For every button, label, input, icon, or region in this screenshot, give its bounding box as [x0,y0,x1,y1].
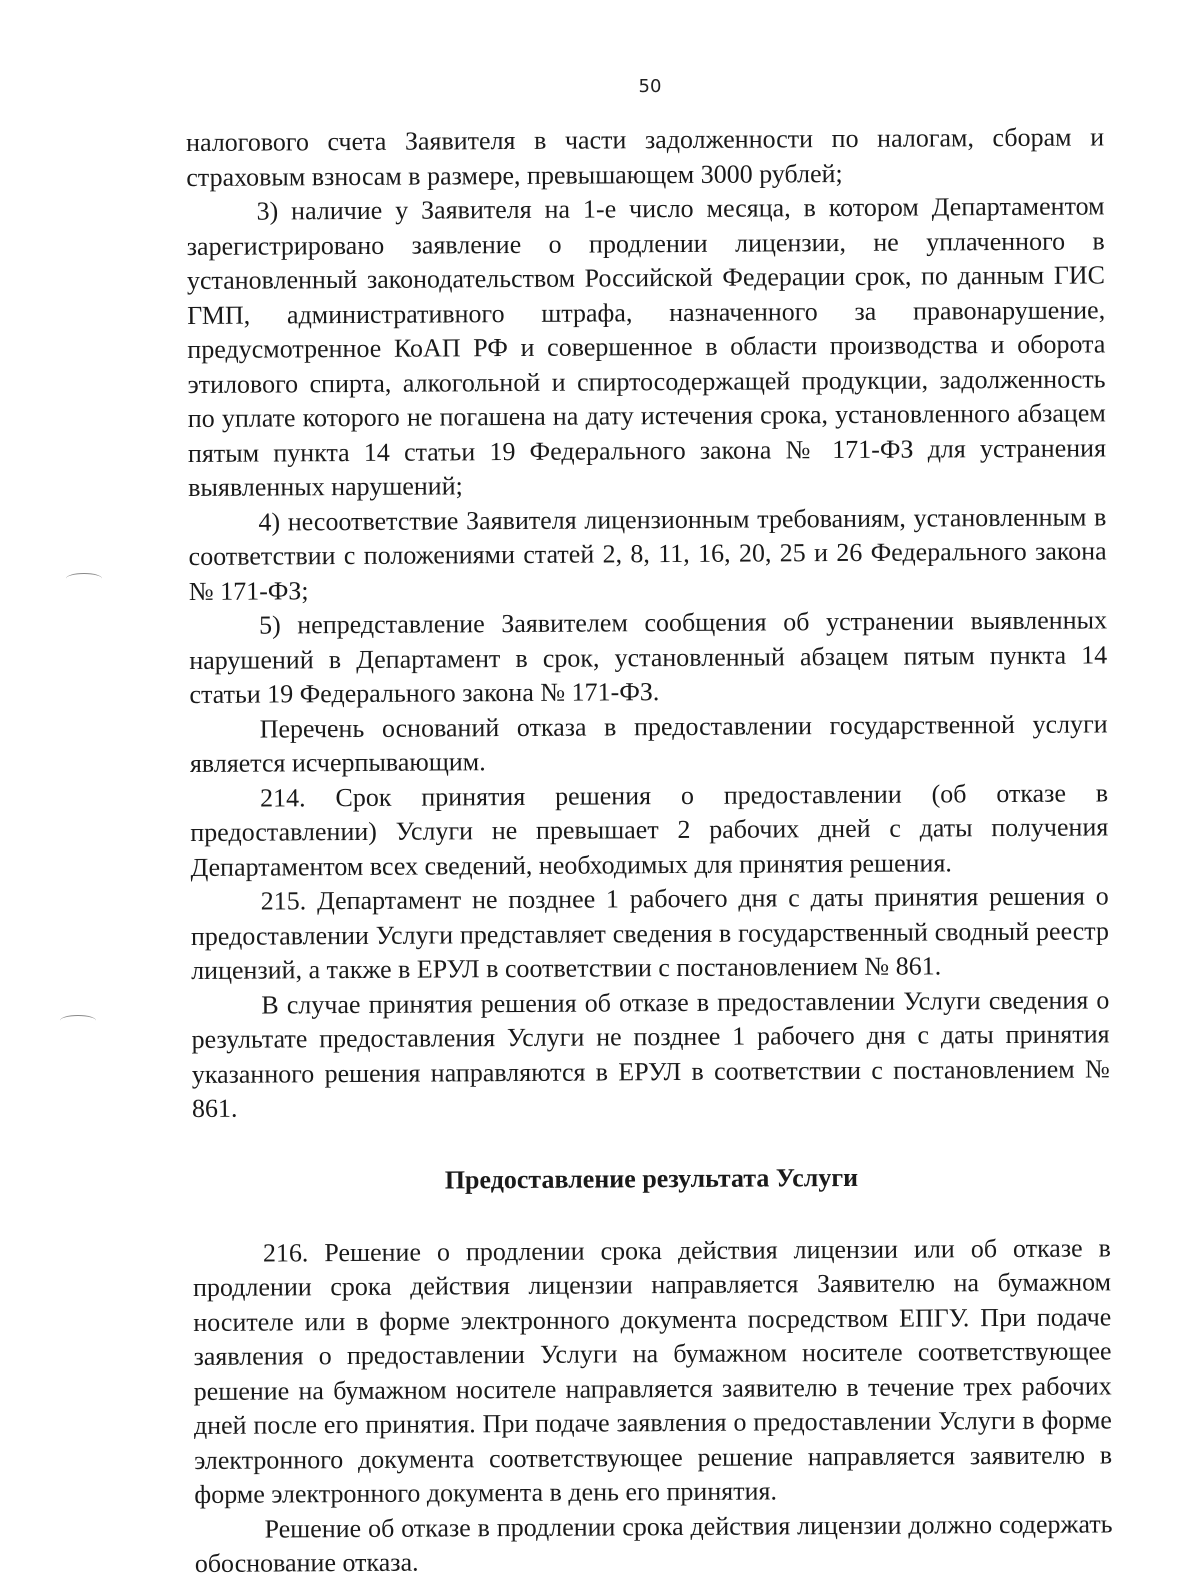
paragraph: налогового счета Заявителя в части задолженности по налогам, сборам и страховым взносам в размере, превышающем 3000 рублей; [186,122,1105,192]
margin-mark [60,1015,96,1026]
section-heading: Предоставление результата Услуги [444,1162,859,1194]
margin-mark [66,573,102,584]
paragraph: 214. Срок принятия решения о предоставлении (об отказе в предоставлении) Услуги не превышает 2 рабочих дней с даты получения Департаментом всех сведений, необходимых для принятия решения. [190,777,1109,882]
paragraph: Перечень оснований отказа в предоставлении государственной услуги является исчерпывающим. [189,708,1108,778]
paragraph: 4) несоответствие Заявителя лицензионным требованиям, установленным в соответствии с положениями статей 2, 8, 11, 16, 20, 25 и 26 Федерального закона № 171-ФЗ; [188,501,1107,606]
paragraph: Решение об отказе в продлении срока действия лицензии должно содержать обоснование отказа. [194,1508,1113,1578]
paragraph: В случае принятия решения об отказе в предоставлении Услуги сведения о результате предоставления Услуги не позднее 1 рабочего дня с даты принятия указанного решения направляются в ЕРУЛ в соответствии с постановлением № 861. [191,984,1110,1123]
paragraph: 5) непредставление Заявителем сообщения об устранении выявленных нарушений в Департамент в срок, установленный абзацем пятым пункта 14 статьи 19 Федерального закона № 171-ФЗ. [189,605,1108,709]
paragraph: 3) наличие у Заявителя на 1-е число месяца, в котором Департаментом зарегистрировано заявление о продлении лицензии, не уплаченного в установленный законодательством Российской Федерации срок, по данным ГИС ГМП, административного штрафа, назначенного за правонарушение, предусмотренное КоАП РФ и совершенное в области производства и оборота этилового спирта, алкогольной и спиртосодержащей продукции, задолженность по уплате которого не погашена на дату истечения срока, установленного абзацем пятым пункта 14 статьи 19 Федерального закона № 171-ФЗ для устранения выявленных нарушений; [186,191,1107,502]
paragraph: 216. Решение о продлении срока действия лицензии или об отказе в продлении срока действия лицензии направляется Заявителю на бумажном носителе или в форме электронного документа посредством ЕПГУ. При подаче заявления о предоставлении Услуги на бумажном носителе соответствующее решение на бумажном носителе направляется заявителю в течение трех рабочих дней после его принятия. При подаче заявления о предоставлении Услуги в форме электронного документа соответствующее решение направляется заявителю в форме электронного документа в день его принятия. [193,1232,1113,1509]
document-body [186,120,1113,1581]
page-number: 50 [638,76,662,97]
paragraph: 215. Департамент не позднее 1 рабочего дня с даты принятия решения о предоставлении Услуги представляет сведения в государственный сводный реестр лицензий, а также в ЕРУЛ в соответствии с постановлением № 861. [190,881,1110,985]
